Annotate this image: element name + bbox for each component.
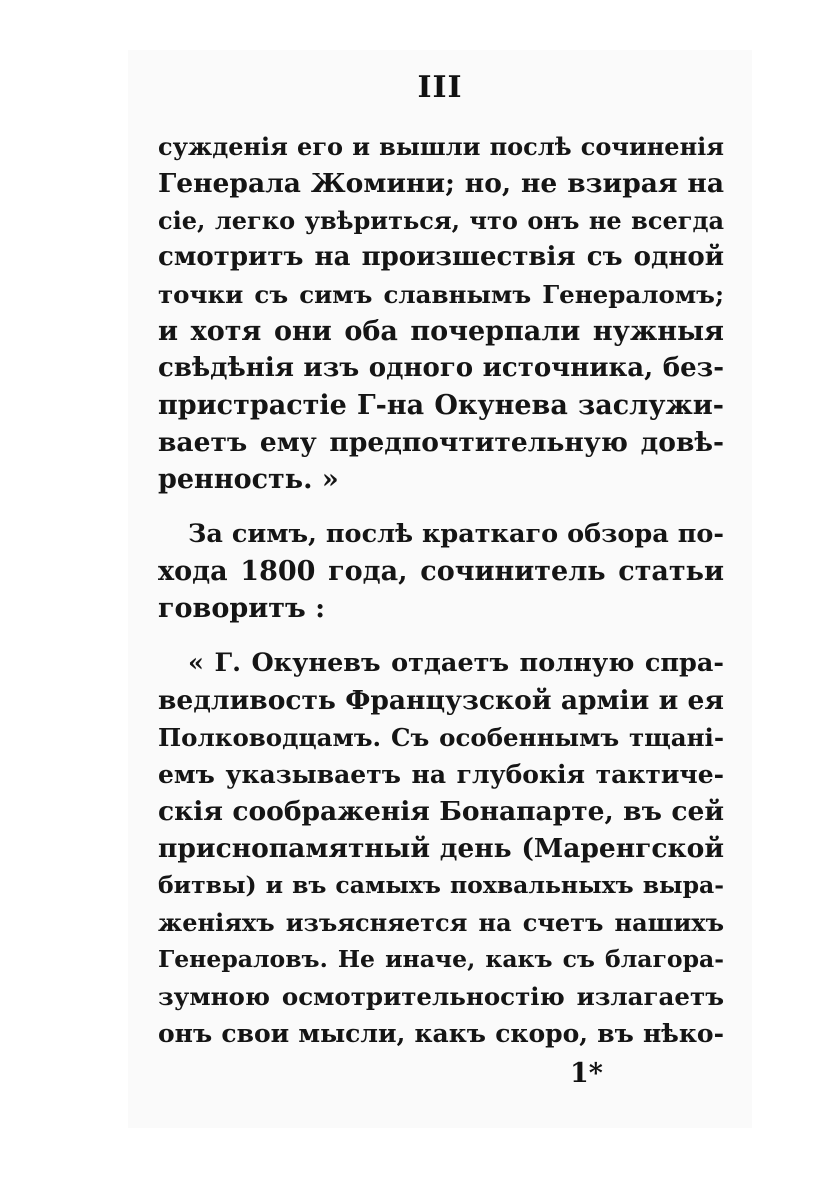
text-line: сужденія его и вышли послѣ сочиненія	[158, 132, 724, 161]
text-line: емъ указываетъ на глубокія тактиче-	[158, 760, 724, 789]
text-line: Полководцамъ. Съ особеннымъ тщані-	[158, 723, 724, 752]
text-line: зумною осмотрительностію излагаетъ	[158, 982, 724, 1011]
text-line: и хотя они оба почерпали нужныя	[158, 316, 724, 347]
text-line: ваетъ ему предпочтительную довѣ-	[158, 427, 724, 458]
text-line: скія соображенія Бонапарте, въ сей	[158, 796, 724, 827]
text-line: Генерала Жомини; но, не взирая на	[158, 168, 724, 199]
text-line: хода 1800 года, сочинитель статьи	[158, 556, 724, 587]
text-line: ренность. »	[158, 464, 339, 495]
text-line: смотритъ на произшествія съ одной	[158, 242, 724, 272]
text-line: женіяхъ изъясняется на счетъ нашихъ	[158, 908, 724, 937]
paragraph-3	[158, 645, 724, 1052]
page-number: III	[417, 70, 463, 105]
text-line: пристрастіе Г-на Окунева заслужи-	[158, 390, 724, 421]
text-line: онъ свои мысли, какъ скоро, въ нѣко-	[158, 1019, 724, 1048]
paragraph-2	[158, 516, 724, 627]
text-line: говоритъ :	[158, 593, 326, 624]
text-line: « Г. Окуневъ отдаетъ полную спра-	[188, 648, 724, 678]
signature-mark: 1*	[570, 1058, 603, 1089]
paragraph-1	[158, 128, 724, 498]
text-line: Генераловъ. Не иначе, какъ съ благора-	[158, 945, 724, 973]
text-line: ведливость Французской арміи и ея	[158, 685, 724, 716]
text-line: приснопамятный день (Маренгской	[158, 833, 724, 864]
text-line: За симъ, послѣ краткаго обзора по-	[188, 519, 724, 549]
text-line: точки съ симъ славнымъ Генераломъ;	[158, 280, 724, 309]
text-line: свѣдѣнія изъ одного источника, без-	[158, 353, 724, 383]
text-line: битвы) и въ самыхъ похвальныхъ выра-	[158, 871, 724, 899]
text-line: сіе, легко увѣриться, что онъ не всегда	[158, 206, 724, 235]
